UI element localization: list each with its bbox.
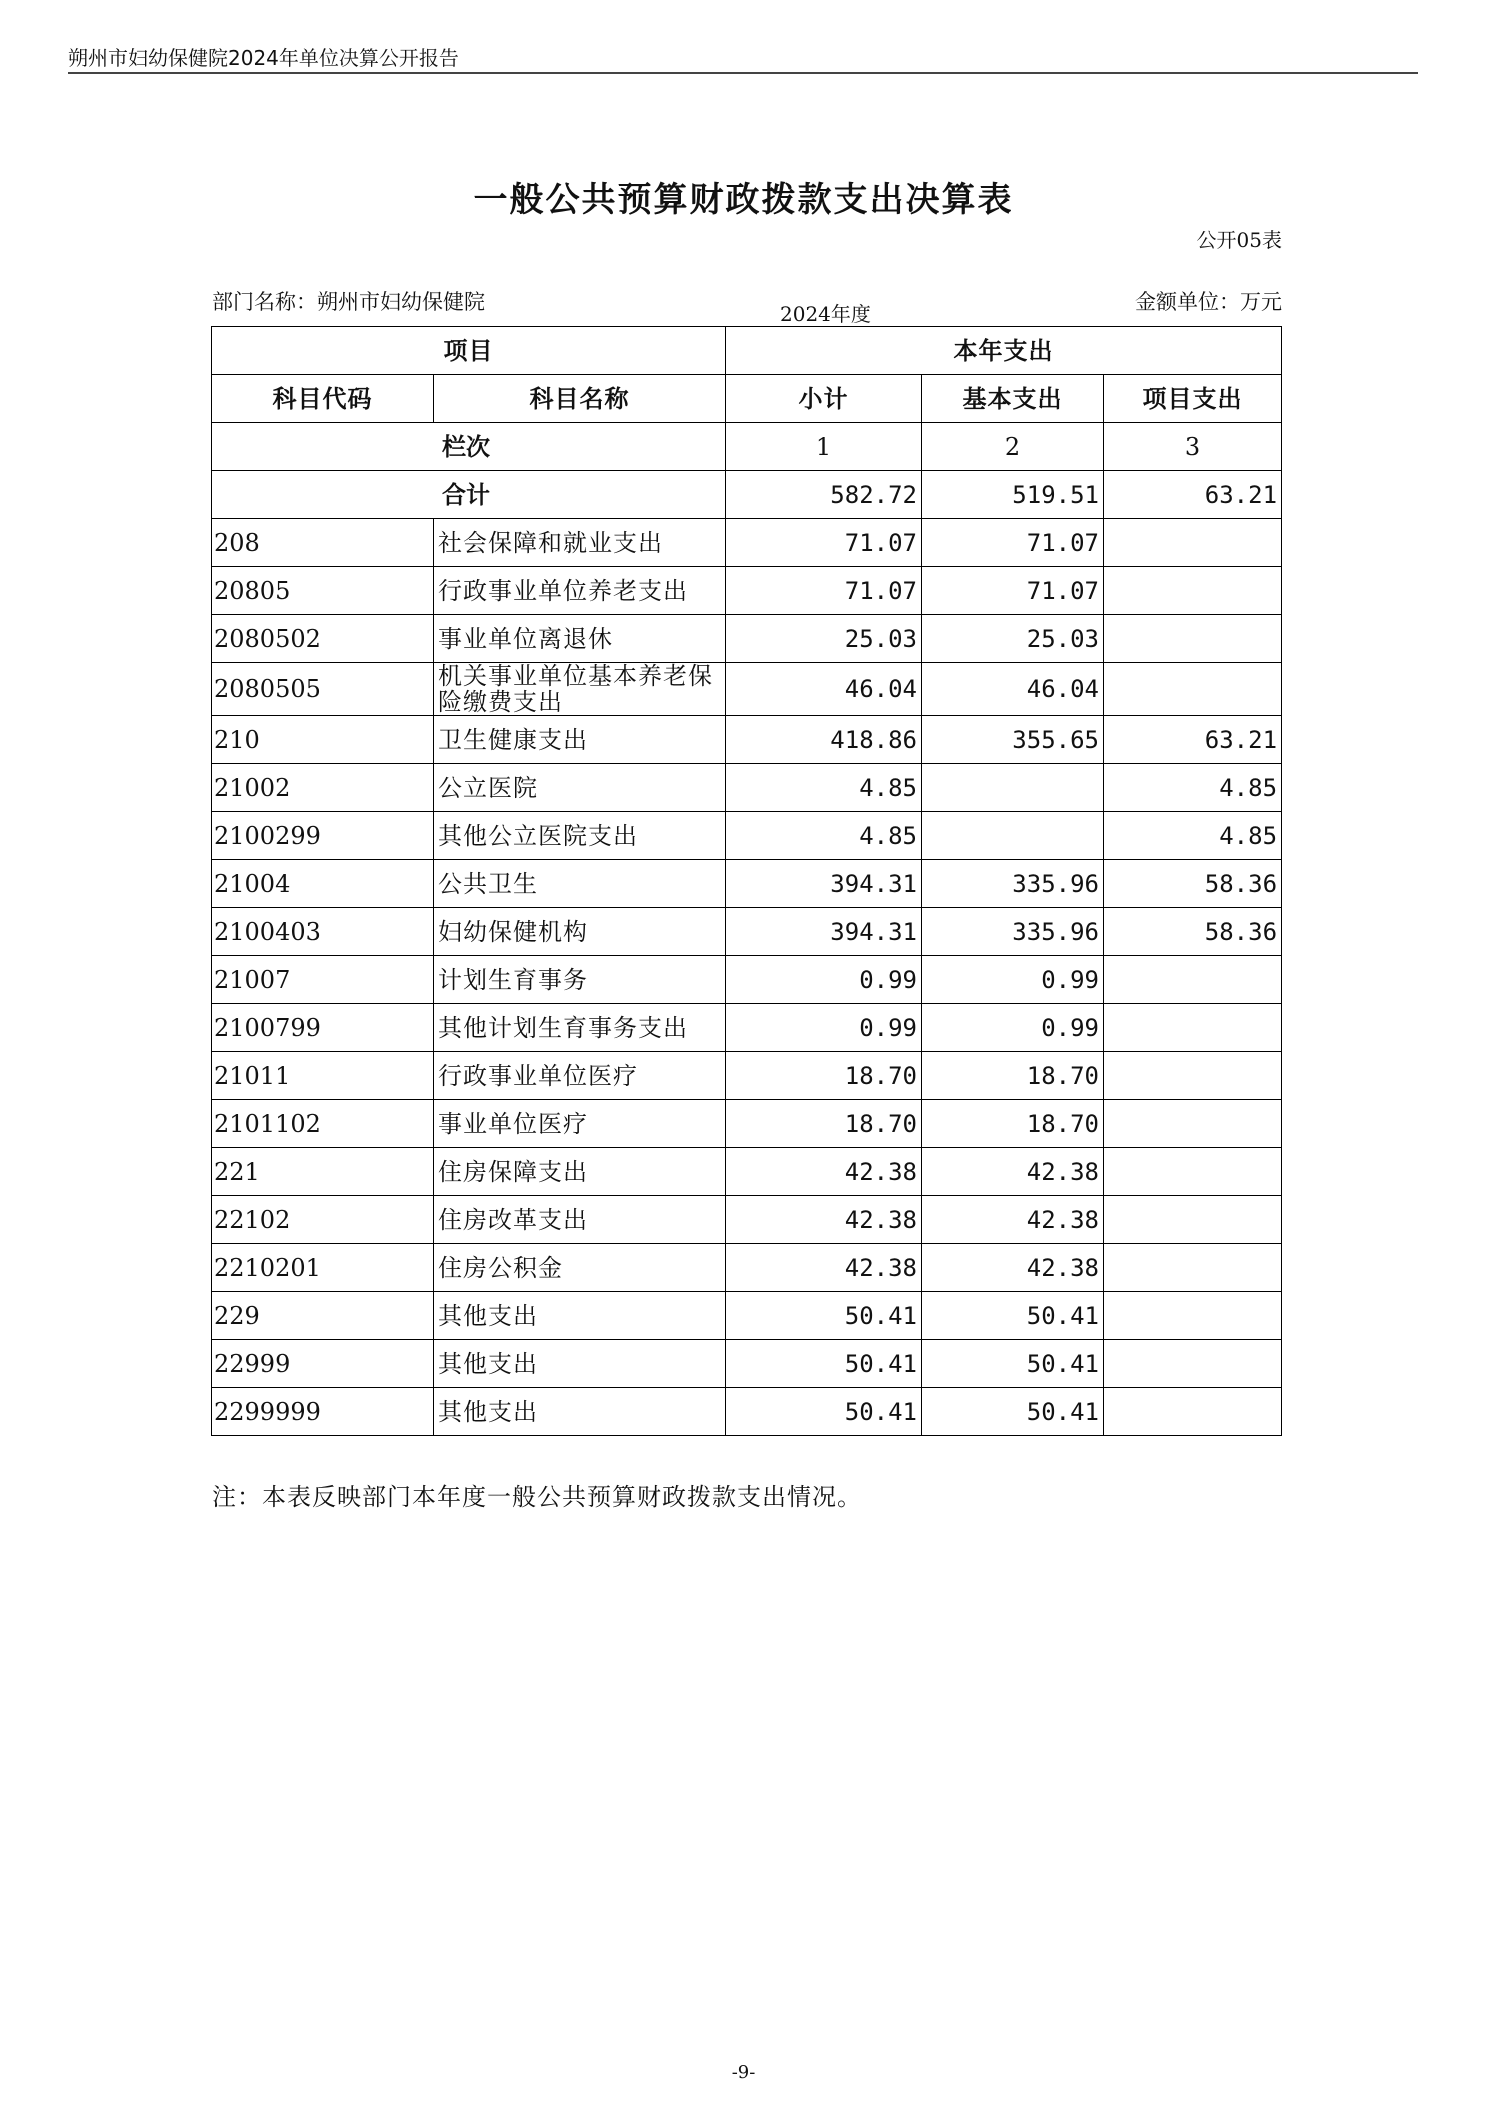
row-code: 210 [212, 716, 434, 764]
amount-unit: 金额单位：万元 [1135, 290, 1282, 314]
table-row [212, 1100, 1282, 1148]
row-code: 21002 [212, 764, 434, 812]
row-code: 229 [212, 1292, 434, 1340]
total-subtotal: 582.72 [726, 471, 922, 519]
table-row [212, 519, 1282, 567]
row-subtotal: 394.31 [726, 908, 922, 956]
form-number: 公开05表 [1196, 228, 1282, 252]
header-item-group: 项目 [212, 327, 726, 375]
row-code: 21007 [212, 956, 434, 1004]
row-project [1104, 1340, 1282, 1388]
row-project [1104, 1244, 1282, 1292]
table-row [212, 1148, 1282, 1196]
row-basic: 355.65 [922, 716, 1104, 764]
row-code: 21004 [212, 860, 434, 908]
row-code: 2210201 [212, 1244, 434, 1292]
row-subtotal: 0.99 [726, 956, 922, 1004]
row-basic: 71.07 [922, 567, 1104, 615]
row-name: 其他计划生育事务支出 [434, 1004, 726, 1052]
row-subtotal: 394.31 [726, 860, 922, 908]
row-code: 2080505 [212, 663, 434, 716]
table-row [212, 1244, 1282, 1292]
row-basic: 0.99 [922, 956, 1104, 1004]
row-project [1104, 956, 1282, 1004]
row-basic [922, 764, 1104, 812]
row-name: 公共卫生 [434, 860, 726, 908]
table-row [212, 908, 1282, 956]
row-subtotal: 50.41 [726, 1292, 922, 1340]
index-row [212, 423, 1282, 471]
row-name: 住房公积金 [434, 1244, 726, 1292]
table-row [212, 764, 1282, 812]
row-project [1104, 1148, 1282, 1196]
row-name: 机关事业单位基本养老保险缴费支出 [434, 663, 726, 716]
row-code: 22102 [212, 1196, 434, 1244]
row-basic: 335.96 [922, 908, 1104, 956]
row-code: 2100799 [212, 1004, 434, 1052]
header-subtotal: 小计 [726, 375, 922, 423]
row-basic: 18.70 [922, 1100, 1104, 1148]
row-subtotal: 42.38 [726, 1148, 922, 1196]
row-name: 计划生育事务 [434, 956, 726, 1004]
row-project: 4.85 [1104, 764, 1282, 812]
page-title: 一般公共预算财政拨款支出决算表 [473, 180, 1014, 220]
table-row [212, 716, 1282, 764]
row-project [1104, 663, 1282, 716]
row-basic: 71.07 [922, 519, 1104, 567]
table-row [212, 663, 1282, 716]
page-number: -9- [731, 2062, 756, 2083]
row-subtotal: 50.41 [726, 1340, 922, 1388]
table-row [212, 1004, 1282, 1052]
index-2: 2 [922, 423, 1104, 471]
header-basic: 基本支出 [922, 375, 1104, 423]
row-basic: 46.04 [922, 663, 1104, 716]
row-project: 58.36 [1104, 860, 1282, 908]
row-project [1104, 1292, 1282, 1340]
row-basic: 335.96 [922, 860, 1104, 908]
row-basic [922, 812, 1104, 860]
row-basic: 50.41 [922, 1388, 1104, 1436]
total-project: 63.21 [1104, 471, 1282, 519]
row-code: 2299999 [212, 1388, 434, 1436]
row-project [1104, 567, 1282, 615]
row-basic: 0.99 [922, 1004, 1104, 1052]
row-subtotal: 50.41 [726, 1388, 922, 1436]
table-note: 注：本表反映部门本年度一般公共预算财政拨款支出情况。 [212, 1483, 862, 1511]
table-row [212, 812, 1282, 860]
row-name: 社会保障和就业支出 [434, 519, 726, 567]
total-label: 合计 [212, 471, 726, 519]
row-name: 行政事业单位养老支出 [434, 567, 726, 615]
row-subtotal: 4.85 [726, 764, 922, 812]
row-project [1104, 1388, 1282, 1436]
row-code: 21011 [212, 1052, 434, 1100]
row-name: 住房保障支出 [434, 1148, 726, 1196]
row-subtotal: 46.04 [726, 663, 922, 716]
department-name: 部门名称：朔州市妇幼保健院 [212, 290, 485, 314]
row-basic: 50.41 [922, 1292, 1104, 1340]
table-row [212, 1388, 1282, 1436]
row-subtotal: 42.38 [726, 1244, 922, 1292]
header-columns-row [212, 375, 1282, 423]
row-code: 2100299 [212, 812, 434, 860]
row-name: 事业单位医疗 [434, 1100, 726, 1148]
row-name: 妇幼保健机构 [434, 908, 726, 956]
row-name: 其他支出 [434, 1388, 726, 1436]
table-row [212, 860, 1282, 908]
table-row [212, 567, 1282, 615]
header-project: 项目支出 [1104, 375, 1282, 423]
header-current-year-group: 本年支出 [726, 327, 1282, 375]
row-project [1104, 1196, 1282, 1244]
page-header: 朔州市妇幼保健院2024年单位决算公开报告 [68, 46, 459, 70]
row-project [1104, 1052, 1282, 1100]
total-basic: 519.51 [922, 471, 1104, 519]
row-subtotal: 71.07 [726, 519, 922, 567]
header-code: 科目代码 [212, 375, 434, 423]
row-project [1104, 1004, 1282, 1052]
table-row [212, 615, 1282, 663]
table-row [212, 1052, 1282, 1100]
row-subtotal: 18.70 [726, 1100, 922, 1148]
row-name: 其他支出 [434, 1340, 726, 1388]
row-basic: 50.41 [922, 1340, 1104, 1388]
table-row [212, 956, 1282, 1004]
row-code: 208 [212, 519, 434, 567]
row-code: 221 [212, 1148, 434, 1196]
fiscal-year: 2024年度 [780, 302, 871, 326]
row-code: 22999 [212, 1340, 434, 1388]
row-code: 2080502 [212, 615, 434, 663]
table-row [212, 1340, 1282, 1388]
row-subtotal: 42.38 [726, 1196, 922, 1244]
row-project: 58.36 [1104, 908, 1282, 956]
row-subtotal: 418.86 [726, 716, 922, 764]
row-project [1104, 519, 1282, 567]
table-row [212, 1196, 1282, 1244]
row-name: 住房改革支出 [434, 1196, 726, 1244]
row-subtotal: 18.70 [726, 1052, 922, 1100]
row-project: 4.85 [1104, 812, 1282, 860]
row-name: 卫生健康支出 [434, 716, 726, 764]
row-basic: 18.70 [922, 1052, 1104, 1100]
expenditure-table [211, 326, 1282, 1436]
header-rule [68, 72, 1418, 74]
row-code: 20805 [212, 567, 434, 615]
index-3: 3 [1104, 423, 1282, 471]
index-1: 1 [726, 423, 922, 471]
total-row [212, 471, 1282, 519]
row-basic: 42.38 [922, 1244, 1104, 1292]
row-basic: 42.38 [922, 1148, 1104, 1196]
row-project: 63.21 [1104, 716, 1282, 764]
table-row [212, 1292, 1282, 1340]
row-name: 事业单位离退休 [434, 615, 726, 663]
row-name: 其他支出 [434, 1292, 726, 1340]
row-code: 2100403 [212, 908, 434, 956]
header-group-row [212, 327, 1282, 375]
row-name: 公立医院 [434, 764, 726, 812]
header-name: 科目名称 [434, 375, 726, 423]
row-subtotal: 25.03 [726, 615, 922, 663]
row-basic: 25.03 [922, 615, 1104, 663]
row-subtotal: 0.99 [726, 1004, 922, 1052]
index-label: 栏次 [212, 423, 726, 471]
row-subtotal: 4.85 [726, 812, 922, 860]
row-code: 2101102 [212, 1100, 434, 1148]
row-name: 行政事业单位医疗 [434, 1052, 726, 1100]
row-subtotal: 71.07 [726, 567, 922, 615]
row-project [1104, 1100, 1282, 1148]
row-basic: 42.38 [922, 1196, 1104, 1244]
row-project [1104, 615, 1282, 663]
row-name: 其他公立医院支出 [434, 812, 726, 860]
